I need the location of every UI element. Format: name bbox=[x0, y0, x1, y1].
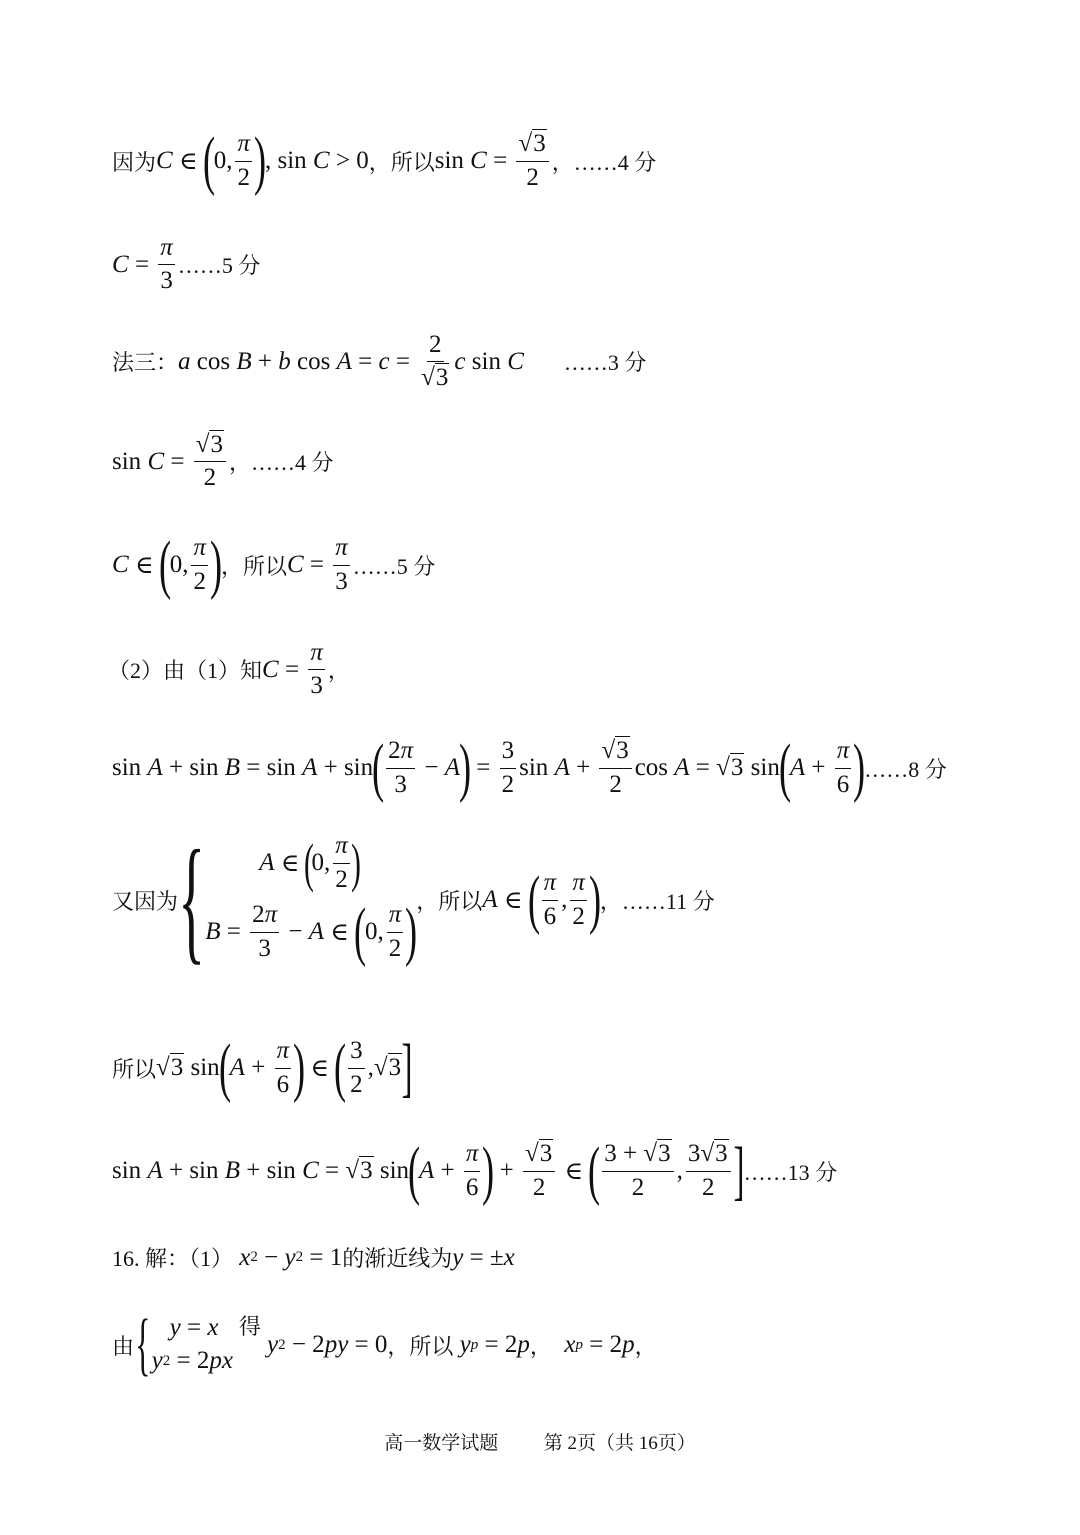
solution-line-12: 由 { y = x y 2 = 2 px 得 y 2 − 2 py = 0 ，所以 y p = 2 p ， x p = 2 p ， bbox=[112, 1306, 657, 1383]
score-8: ……8 分 bbox=[864, 756, 947, 782]
problem-16-label: 16. 解：（1） bbox=[112, 1246, 234, 1271]
problem-16-heading: 16. 解：（1） x 2 − y 2 = 1 的渐近线为 y = ± x bbox=[112, 1243, 515, 1271]
score-13: ……13 分 bbox=[743, 1159, 838, 1185]
text-therefore-4: 所以 bbox=[112, 1056, 157, 1082]
text-asymptote: 的渐近线为 bbox=[342, 1246, 453, 1271]
part-two-label: （2）由（1）知 bbox=[108, 658, 263, 684]
solution-line-5: C ∈ ( 0, $\frac{\pi}{2}$ ) ，所以 C = $\frac{\pi}{3}$ ……5 分 bbox=[112, 528, 436, 601]
score-4b: ，……4 分 bbox=[228, 450, 334, 476]
solution-line-8: 又因为 { A ∈ ( 0, $\frac{\pi}{2}$ ) B = $\frac{2\pi}{3}$ − A ∈ ( 0, $\frac{\pi}{2}$ ) ，所以 A ∈ ( $\frac{\pi}{6}$ , $\frac{\pi}{2}$ ) ，……11 分 bbox=[112, 822, 715, 977]
text-therefore-3: ，所以 bbox=[416, 888, 483, 914]
score-3: ……3 分 bbox=[563, 350, 647, 376]
text-from: 由 bbox=[112, 1333, 135, 1359]
solution-line-10: sin A + sin B + sin C = √3 sin ( A + $\frac{\pi}{6}$ ) + $\frac{√3}{2}$ ∈ ( $\frac{3 + √3}{2}$ , $\frac{3√3}{2}$ ] ……13 分 bbox=[112, 1134, 838, 1207]
solution-line-1: 因为 C ∈ ( 0, $\frac{\pi}{2}$ ) , sin C > 0 ，所以 sin C = $\frac{√3}{2}$ ， ……4 分 bbox=[112, 124, 657, 197]
solution-line-6: （2）由（1）知 C = $\frac{\pi}{3}$ ， bbox=[108, 639, 350, 700]
footer-subject: 高一数学试题 bbox=[384, 1433, 499, 1454]
text-because: 因为 bbox=[112, 149, 157, 175]
solution-line-2: C = $\frac{\pi}{3}$ ……5 分 bbox=[112, 234, 261, 295]
score-5: ……5 分 bbox=[177, 253, 261, 279]
text-therefore-2: ，所以 bbox=[220, 553, 287, 579]
solution-line-4: sin C = $\frac{√3}{2}$ ，……4 分 bbox=[112, 431, 334, 492]
footer-page-number: 第 2页（共 16页） bbox=[543, 1433, 696, 1454]
text-also-because: 又因为 bbox=[112, 888, 179, 914]
solution-line-7: sin A + sin B = sin A + sin ( $\frac{2\pi}{3}$ − A ) = $\frac{3}{2}$ sin A + $\frac{√3}{2}$ cos A = √3 sin ( A + $\frac{\pi}{6}$ ) ……8 分 bbox=[112, 731, 947, 804]
text-therefore: ，所以 bbox=[368, 149, 435, 175]
score-11: ，……11 分 bbox=[599, 888, 715, 914]
text-get: 得 bbox=[238, 1314, 261, 1339]
solution-line-9: 所以 √3 sin ( A + $\frac{\pi}{6}$ ) ∈ ( $\frac{3}{2}$ , √3 ] bbox=[112, 1031, 413, 1104]
method-three-label: 法三： bbox=[112, 350, 179, 376]
solution-line-3: 法三： a cos B + b cos A = c = $\frac{2}{√3}$ c sin C ……3 分 bbox=[112, 331, 647, 392]
score-5b: ……5 分 bbox=[352, 553, 436, 579]
text-therefore-5: ，所以 bbox=[387, 1333, 454, 1359]
score-4: ……4 分 bbox=[573, 149, 657, 175]
page-footer bbox=[0, 1428, 1080, 1455]
